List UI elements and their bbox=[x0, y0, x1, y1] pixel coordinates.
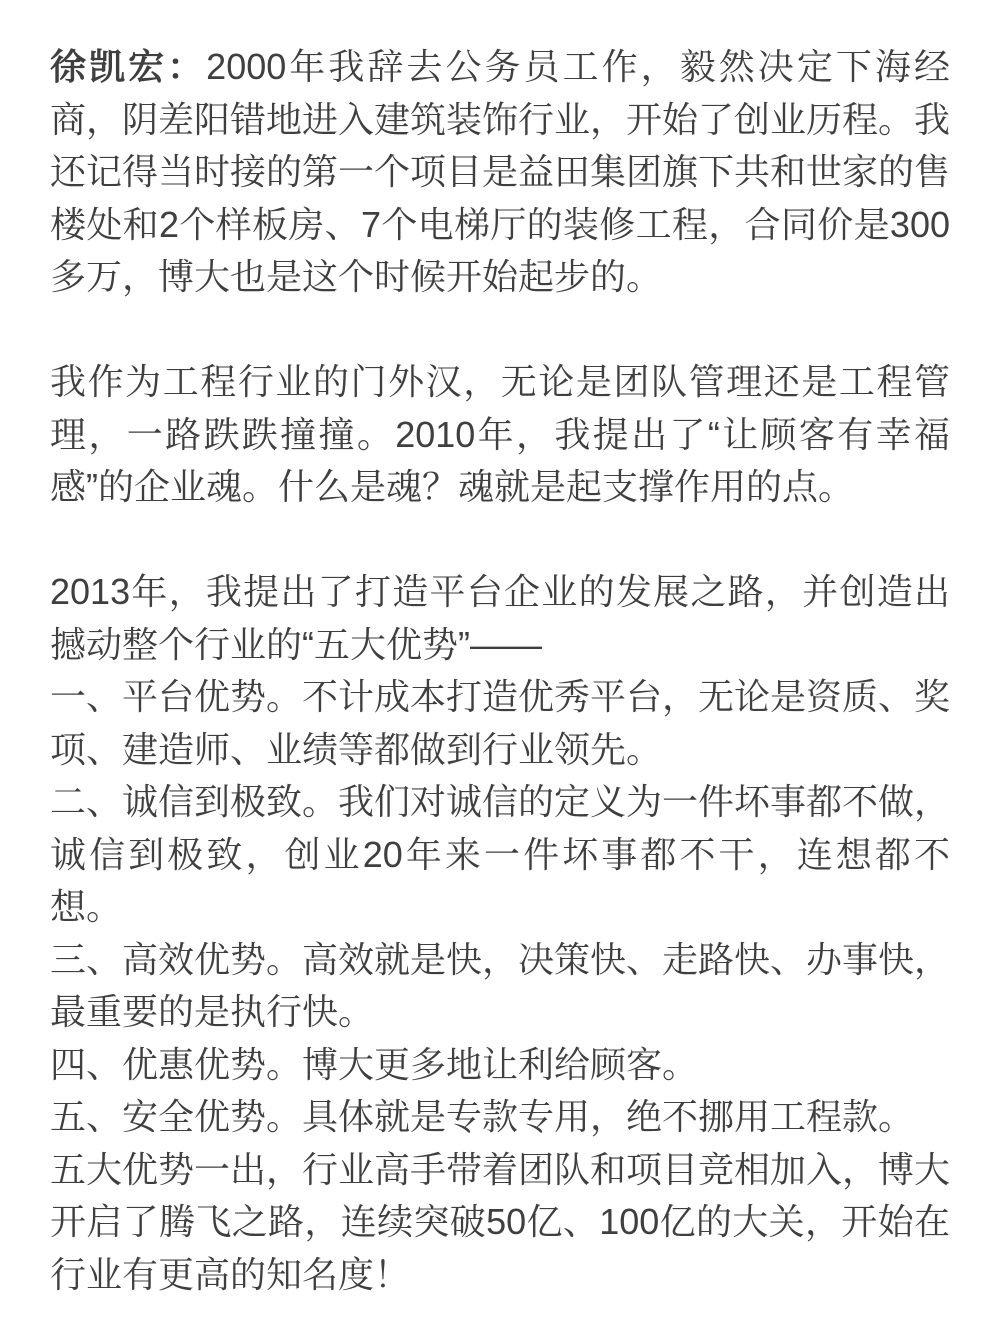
five-advantages-outro: 五大优势一出，行业高手带着团队和项目竞相加入，博大开启了腾飞之路，连续突破50亿、100亿的大关，开始在行业有更高的知名度！ bbox=[50, 1148, 951, 1295]
paragraph-enterprise-soul: 我作为工程行业的门外汉，无论是团队管理还是工程管理，一路跌跌撞撞。2010年，我提出了“让顾客有幸福感”的企业魂。什么是魂？魂就是起支撑作用的点。 bbox=[50, 361, 950, 507]
advantage-item-integrity: 二、诚信到极致。我们对诚信的定义为一件坏事都不做，诚信到极致，创业20年来一件坏事都不干，连想都不想。 bbox=[50, 781, 951, 927]
paragraph-five-advantages bbox=[50, 566, 950, 1301]
paragraph-founding-story-text: 2000年我辞去公务员工作，毅然决定下海经商，阴差阳错地进入建筑装饰行业，开始了创业历程。我还记得当时接的第一个项目是益田集团旗下共和世家的售楼处和2个样板房、7个电梯厅的装修工程，合同价是300多万，博大也是这个时候开始起步的。 bbox=[50, 46, 951, 297]
advantage-item-platform: 一、平台优势。不计成本打造优秀平台，无论是资质、奖项、建造师、业绩等都做到行业领先。 bbox=[50, 676, 951, 770]
advantage-item-discount: 四、优惠优势。博大更多地让利给顾客。 bbox=[50, 1043, 699, 1085]
advantage-item-safety: 五、安全优势。具体就是专款专用，绝不挪用工程款。 bbox=[50, 1096, 915, 1137]
five-advantages-intro: 2013年，我提出了打造平台企业的发展之路，并创造出撼动整个行业的“五大优势”—— bbox=[50, 571, 950, 665]
advantage-item-efficiency: 三、高效优势。高效就是快，决策快、走路快、办事快，最重要的是执行快。 bbox=[50, 938, 951, 1032]
paragraph-founding-story bbox=[50, 41, 950, 304]
speaker-name: 徐凯宏： bbox=[50, 46, 207, 87]
